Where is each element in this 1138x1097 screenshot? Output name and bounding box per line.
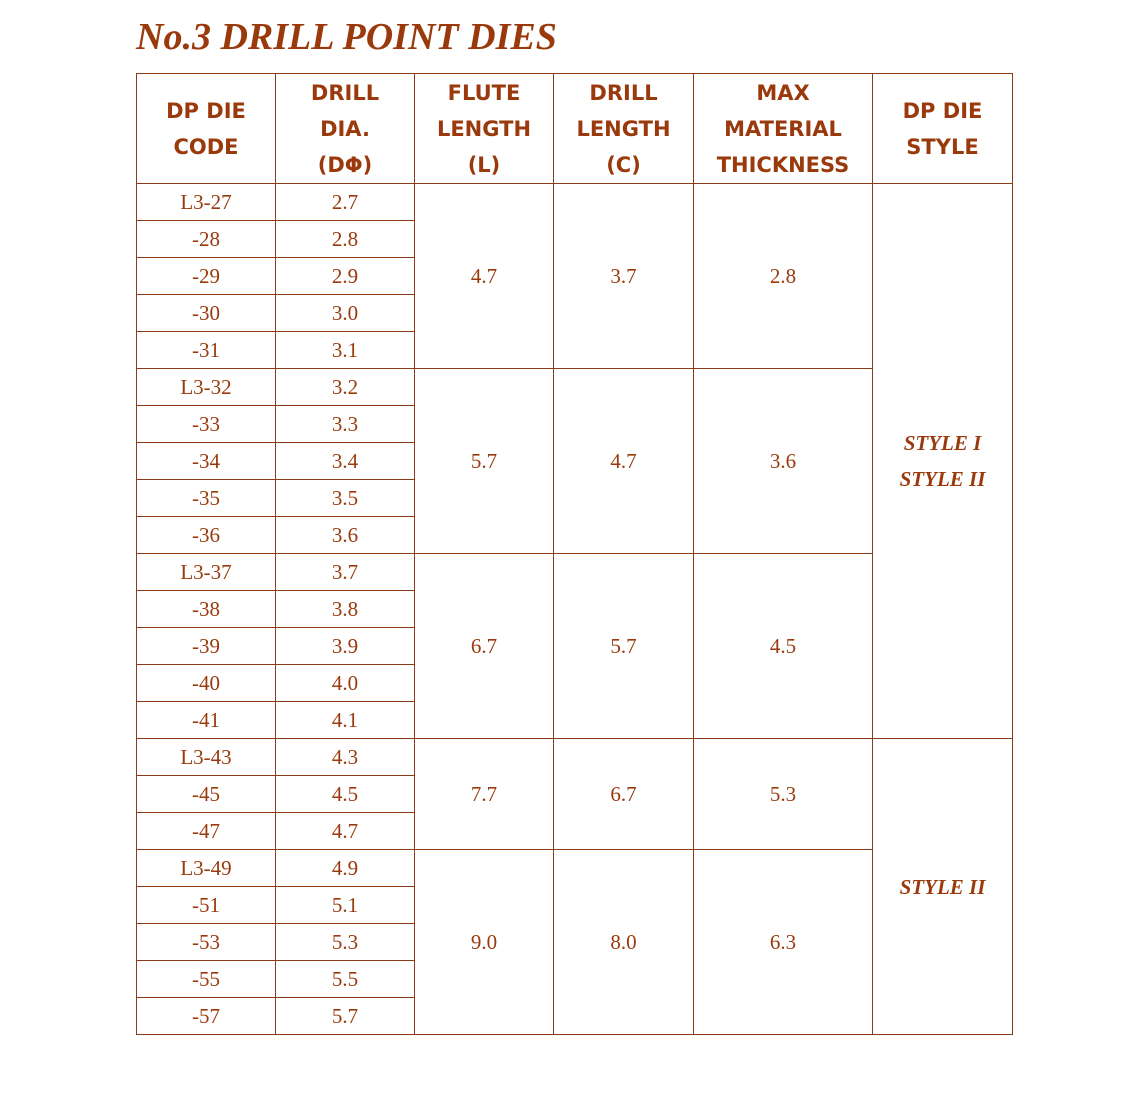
flute-length-cell: 7.7: [415, 739, 554, 850]
dp-die-code-cell: -45: [137, 776, 276, 813]
header-line: THICKNESS: [716, 152, 850, 177]
header-drill-dia: [276, 74, 415, 184]
table-body: [137, 184, 1013, 1035]
dp-die-code-cell: L3-49: [137, 850, 276, 887]
header-line: DIA.: [320, 116, 370, 141]
header-flute-length: [415, 74, 554, 184]
flute-length-cell: 6.7: [415, 554, 554, 739]
header-line: (DΦ): [317, 152, 373, 177]
max-material-thickness-cell: 4.5: [694, 554, 873, 739]
drill-length-cell: 3.7: [554, 184, 694, 369]
drill-length-cell: 6.7: [554, 739, 694, 850]
dp-die-style-cell: [873, 184, 1013, 739]
drill-dia-cell: 2.8: [276, 221, 415, 258]
header-row: [137, 74, 1013, 184]
drill-dia-cell: 5.7: [276, 998, 415, 1035]
drill-dia-cell: 3.9: [276, 628, 415, 665]
drill-dia-cell: 3.8: [276, 591, 415, 628]
drill-length-cell: 4.7: [554, 369, 694, 554]
drill-length-cell: 5.7: [554, 554, 694, 739]
dp-die-code-cell: -33: [137, 406, 276, 443]
dp-die-code-cell: -30: [137, 295, 276, 332]
table-row: [137, 184, 1013, 221]
drill-dia-cell: 3.3: [276, 406, 415, 443]
dp-die-code-cell: L3-32: [137, 369, 276, 406]
drill-point-dies-table: [136, 73, 1013, 1035]
style-label: STYLE II: [899, 874, 986, 899]
dp-die-code-cell: -29: [137, 258, 276, 295]
table-row: [137, 739, 1013, 776]
drill-dia-cell: 5.3: [276, 924, 415, 961]
drill-dia-cell: 4.5: [276, 776, 415, 813]
header-line: CODE: [173, 134, 239, 159]
max-material-thickness-cell: 6.3: [694, 850, 873, 1035]
max-material-thickness-cell: 5.3: [694, 739, 873, 850]
flute-length-cell: 4.7: [415, 184, 554, 369]
drill-dia-cell: 3.2: [276, 369, 415, 406]
header-drill-length: [554, 74, 694, 184]
drill-dia-cell: 4.3: [276, 739, 415, 776]
dp-die-code-cell: -39: [137, 628, 276, 665]
header-line: STYLE: [906, 134, 979, 159]
drill-dia-cell: 4.9: [276, 850, 415, 887]
dp-die-code-cell: L3-27: [137, 184, 276, 221]
drill-dia-cell: 3.0: [276, 295, 415, 332]
dp-die-code-cell: -53: [137, 924, 276, 961]
page-title: No.3 DRILL POINT DIES: [136, 16, 557, 58]
drill-dia-cell: 4.7: [276, 813, 415, 850]
dp-die-code-cell: -41: [137, 702, 276, 739]
header-line: DRILL: [589, 80, 658, 105]
drill-dia-cell: 3.7: [276, 554, 415, 591]
dp-die-code-cell: -28: [137, 221, 276, 258]
max-material-thickness-cell: 2.8: [694, 184, 873, 369]
style-label: STYLE II: [899, 467, 986, 491]
drill-dia-cell: 4.0: [276, 665, 415, 702]
header-line: (L): [467, 152, 501, 177]
drill-length-cell: 8.0: [554, 850, 694, 1035]
drill-dia-cell: 3.1: [276, 332, 415, 369]
drill-dia-cell: 5.5: [276, 961, 415, 998]
header-line: DP DIE: [902, 98, 983, 123]
drill-dia-cell: 5.1: [276, 887, 415, 924]
drill-dia-cell: 4.1: [276, 702, 415, 739]
flute-length-cell: 5.7: [415, 369, 554, 554]
dp-die-style-cell: [873, 739, 1013, 1035]
header-line: MAX: [756, 80, 810, 105]
header-line: (C): [606, 152, 641, 177]
dp-die-code-cell: -34: [137, 443, 276, 480]
dp-die-code-cell: -57: [137, 998, 276, 1035]
dp-die-code-cell: -47: [137, 813, 276, 850]
header-dp-die-style: [873, 74, 1013, 184]
style-label: STYLE I: [903, 431, 982, 455]
dp-die-code-cell: -31: [137, 332, 276, 369]
drill-dia-cell: 3.6: [276, 517, 415, 554]
drill-dia-cell: 3.5: [276, 480, 415, 517]
header-max-material-thickness: [694, 74, 873, 184]
max-material-thickness-cell: 3.6: [694, 369, 873, 554]
drill-dia-cell: 2.7: [276, 184, 415, 221]
dp-die-code-cell: -51: [137, 887, 276, 924]
dp-die-code-cell: -35: [137, 480, 276, 517]
flute-length-cell: 9.0: [415, 850, 554, 1035]
drill-dia-cell: 2.9: [276, 258, 415, 295]
drill-dia-cell: 3.4: [276, 443, 415, 480]
dp-die-code-cell: L3-43: [137, 739, 276, 776]
dp-die-code-cell: -55: [137, 961, 276, 998]
header-line: DRILL: [310, 80, 380, 105]
header-line: FLUTE: [447, 80, 521, 105]
header-line: DP DIE: [166, 98, 246, 123]
header-line: MATERIAL: [724, 116, 842, 141]
header-line: LENGTH: [576, 116, 671, 141]
dp-die-code-cell: -40: [137, 665, 276, 702]
header-line: LENGTH: [436, 116, 532, 141]
dp-die-code-cell: -36: [137, 517, 276, 554]
header-dp-die-code: [137, 74, 276, 184]
dp-die-code-cell: L3-37: [137, 554, 276, 591]
dp-die-code-cell: -38: [137, 591, 276, 628]
